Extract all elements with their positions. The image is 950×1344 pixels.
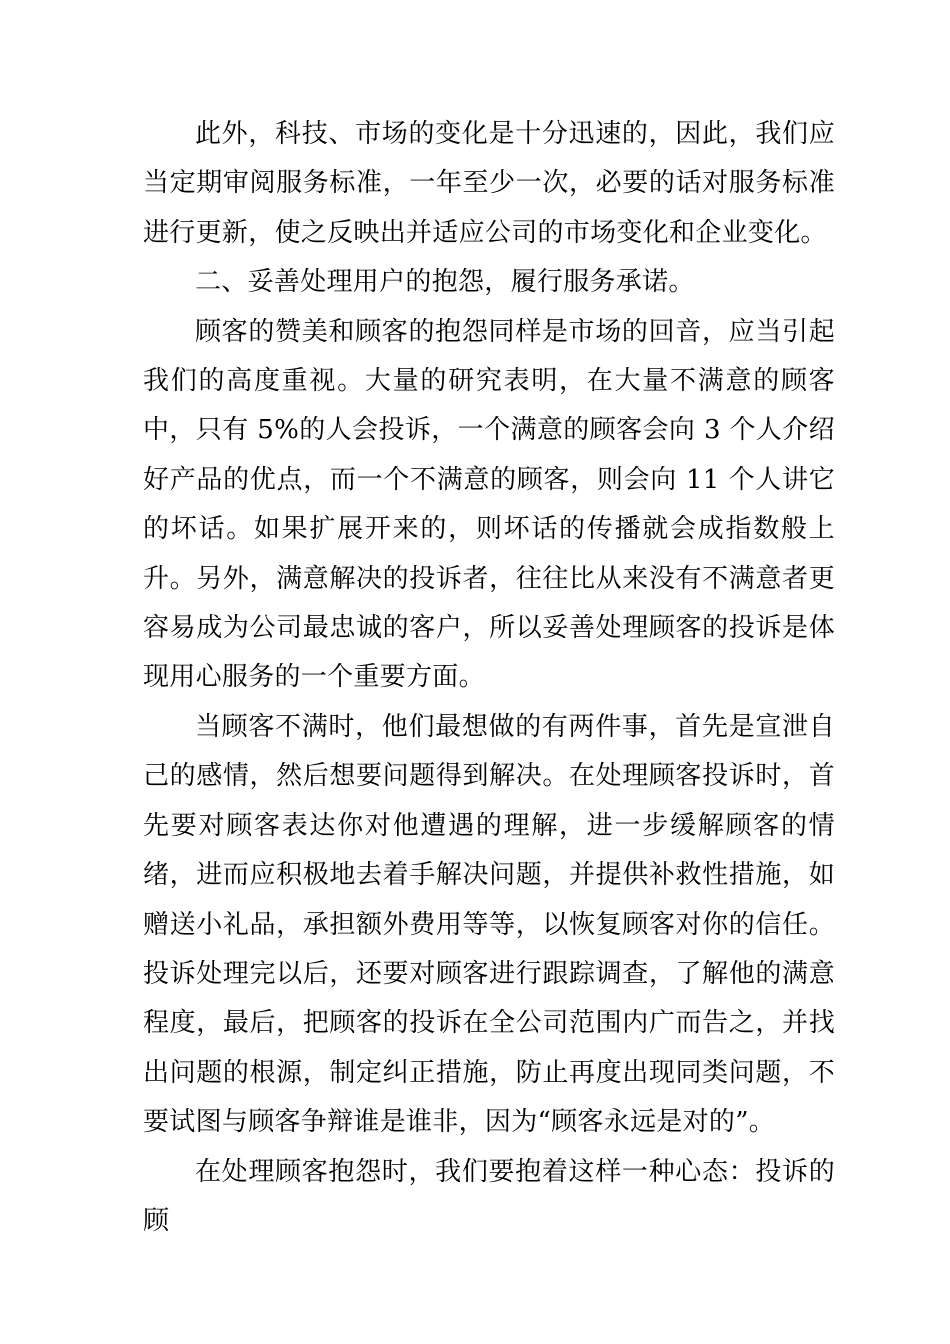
section-heading-complaints: 二、妥善处理用户的抱怨，履行服务承诺。 bbox=[195, 267, 695, 298]
paragraph-complaint-mindset: 在处理顾客抱怨时，我们要抱着这样一种心态：投诉的顾 bbox=[143, 1156, 835, 1236]
paragraph-complaint-handling: 当顾客不满时，他们最想做的有两件事，首先是宣泄自己的感情，然后想要问题得到解决。在处理顾客投诉时，首先要对顾客表达你对他遭遇的理解，进一步缓解顾客的情绪，进而应积极地去着手解决问题，并提供补救性措施，如赠送小礼品，承担额外费用等等，以恢复顾客对你的信任。投诉处理完以后，还要对顾客进行跟踪调查，了解他的满意程度，最后，把顾客的投诉在全公司范围内广而告之，并找出问题的根源，制定纠正措施，防止再度出现同类问题，不要试图与顾客争辩谁是谁非，因为“顾客永远是对的”。 bbox=[143, 711, 835, 1138]
paragraph-standards-review: 此外，科技、市场的变化是十分迅速的，因此，我们应当定期审阅服务标准，一年至少一次，必要的话对服务标准进行更新，使之反映出并适应公司的市场变化和企业变化。 bbox=[143, 119, 835, 248]
document-body bbox=[143, 110, 835, 1246]
paragraph-complaint-research: 顾客的赞美和顾客的抱怨同样是市场的回音，应当引起我们的高度重视。大量的研究表明，在大量不满意的顾客中，只有 5%的人会投诉，一个满意的顾客会向 3 个人介绍好产品的优点，而一个不满意的顾客，则会向 11 个人讲它的坏话。如果扩展开来的，则坏话的传播就会成指数般上升。另外，满意解决的投诉者，往往比从来没有不满意者更容易成为公司最忠诚的客户，所以妥善处理顾客的投诉是体现用心服务的一个重要方面。 bbox=[143, 316, 835, 693]
